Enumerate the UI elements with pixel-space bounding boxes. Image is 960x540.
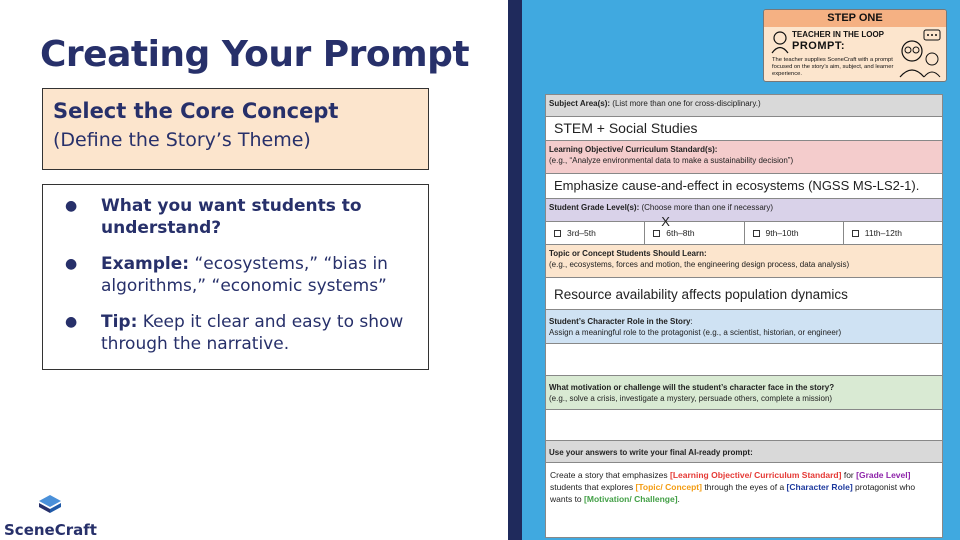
step-header: STEP ONE xyxy=(764,10,946,27)
role-label-row xyxy=(546,310,942,344)
concept-subtitle: (Define the Story’s Theme) xyxy=(53,129,311,151)
panel-divider xyxy=(508,0,522,540)
subject-label-row xyxy=(546,95,942,117)
grade-option-9-10[interactable] xyxy=(745,222,844,244)
final-prompt-text: Create a story that emphasizes [Learning Objective/ Curriculum Standard] for [Grade Level] students that explores [Topic/ Concept] through the eyes of a [Character Role] protagonist who wants to [Motivation/ Challenge]. xyxy=(550,470,916,504)
selected-x-mark: X xyxy=(661,214,670,229)
topic-label-row xyxy=(546,245,942,278)
subject-label: Subject Area(s): xyxy=(549,99,611,108)
topic-answer[interactable]: Resource availability affects population dynamics xyxy=(554,287,848,302)
logo-text: SceneCraft xyxy=(4,521,97,539)
subject-hint: (List more than one for cross-disciplinary.) xyxy=(610,99,761,108)
role-label: Student’s Character Role in the Story xyxy=(549,317,691,326)
bullet-dot-icon: ● xyxy=(65,198,78,214)
bullet-bold: Tip: xyxy=(101,312,138,332)
scenecraft-logo xyxy=(4,494,96,539)
topic-label: Topic or Concept Students Should Learn: xyxy=(549,249,707,258)
bullet-text: “ecosystems,” “bias in algorithms,” “economic systems” xyxy=(101,254,388,296)
grade-option-label: 6th–8th xyxy=(666,228,695,238)
grade-option-3-5[interactable] xyxy=(546,222,645,244)
step-description: The teacher supplies SceneCraft with a prompt focused on the story’s aim, subject, and learner experience. xyxy=(772,57,894,77)
objective-answer-row[interactable] xyxy=(546,174,942,199)
bullet-item xyxy=(65,253,418,297)
token-learning-objective: [Learning Objective/ Curriculum Standard] xyxy=(670,470,842,480)
motivation-label: What motivation or challenge will the student’s character face in the story? xyxy=(549,383,835,392)
concept-title: Select the Core Concept xyxy=(53,99,339,123)
bullet-item xyxy=(65,311,418,355)
subject-answer-row[interactable] xyxy=(546,117,942,141)
token-motivation-challenge: [Motivation/ Challenge] xyxy=(584,494,678,504)
grade-option-label: 9th–10th xyxy=(765,228,799,238)
role-hint: Assign a meaningful role to the protagonist (e.g., a scientist, historian, or engineer) xyxy=(549,328,842,337)
final-label-row xyxy=(546,441,942,463)
core-concept-box xyxy=(42,88,429,170)
bullet-dot-icon: ● xyxy=(65,314,78,330)
bullet-item xyxy=(65,195,418,239)
objective-label: Learning Objective/ Curriculum Standard(s): xyxy=(549,145,718,154)
subject-answer[interactable]: STEM + Social Studies xyxy=(554,120,698,136)
objective-label-row xyxy=(546,141,942,174)
grade-option-label: 3rd–5th xyxy=(567,228,596,238)
role-label-colon: : xyxy=(690,317,693,326)
teacher-icon xyxy=(770,30,790,54)
final-label: Use your answers to write your final AI-ready prompt: xyxy=(549,448,753,457)
checkbox-icon[interactable] xyxy=(653,230,660,237)
teacher-students-icon xyxy=(896,29,944,79)
final-prompt-row xyxy=(546,463,942,539)
checkbox-icon[interactable] xyxy=(753,230,760,237)
grade-label-row xyxy=(546,199,942,222)
checkbox-icon[interactable] xyxy=(852,230,859,237)
grade-option-6-8[interactable] xyxy=(645,214,744,244)
grade-option-label: 11th–12th xyxy=(864,228,902,238)
prompt-worksheet xyxy=(545,94,943,538)
step-prompt: PROMPT: xyxy=(792,40,845,52)
token-grade-level: [Grade Level] xyxy=(856,470,911,480)
bullet-bold: Example: xyxy=(101,254,190,274)
step-role: TEACHER IN THE LOOP xyxy=(792,30,885,39)
bullet-bold: What you want students to understand? xyxy=(101,196,362,238)
role-answer-row[interactable] xyxy=(546,344,942,376)
grade-label: Student Grade Level(s): xyxy=(549,203,640,212)
step-one-card xyxy=(763,9,947,82)
motivation-label-row xyxy=(546,376,942,410)
motivation-answer-row[interactable] xyxy=(546,410,942,441)
bullet-text: Keep it clear and easy to show through the narrative. xyxy=(101,312,404,354)
checkbox-icon[interactable] xyxy=(554,230,561,237)
token-character-role: [Character Role] xyxy=(786,482,853,492)
grade-hint: (Choose more than one if necessary) xyxy=(639,203,774,212)
grade-options-row xyxy=(546,214,942,245)
objective-hint: (e.g., “Analyze environmental data to make a sustainability decision”) xyxy=(549,156,794,165)
topic-answer-row[interactable] xyxy=(546,278,942,310)
token-topic-concept: [Topic/ Concept] xyxy=(635,482,702,492)
slide-title: Creating Your Prompt xyxy=(40,34,470,75)
bullets-box xyxy=(42,184,429,370)
grade-option-11-12[interactable] xyxy=(844,222,942,244)
motivation-hint: (e.g., solve a crisis, investigate a mystery, persuade others, complete a mission) xyxy=(549,394,833,403)
topic-hint: (e.g., ecosystems, forces and motion, the engineering design process, data analysis) xyxy=(549,260,850,269)
scenecraft-logo-icon xyxy=(37,494,63,514)
bullet-dot-icon: ● xyxy=(65,256,78,272)
objective-answer[interactable]: Emphasize cause-and-effect in ecosystems (NGSS MS-LS2-1). xyxy=(554,178,920,193)
